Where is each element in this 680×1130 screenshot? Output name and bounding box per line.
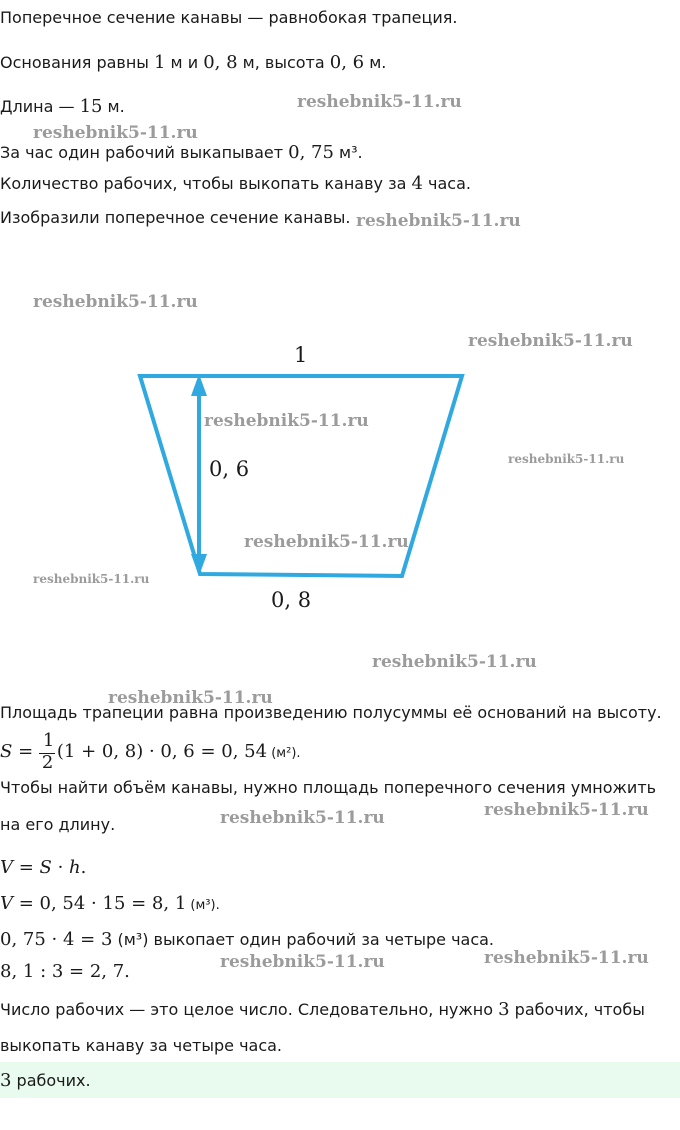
watermark: reshebnik5-11.ru: [297, 92, 462, 112]
math-value: 1: [154, 52, 166, 73]
text-fragment: часа.: [422, 174, 471, 193]
watermark: reshebnik5-11.ru: [33, 292, 198, 312]
text-fragment: м.: [364, 53, 387, 72]
unit: (м³).: [186, 898, 220, 913]
text-fragment: Основания равны: [0, 53, 155, 72]
math-expression: = 0, 54 · 15 = 8, 1: [13, 893, 187, 914]
watermark: reshebnik5-11.ru: [220, 952, 385, 972]
watermark: reshebnik5-11.ru: [468, 331, 633, 351]
watermark: reshebnik5-11.ru: [220, 808, 385, 828]
area-formula: [0, 729, 301, 772]
watermark: reshebnik5-11.ru: [372, 652, 537, 672]
watermark: reshebnik5-11.ru: [356, 211, 521, 231]
math-value: 15: [79, 96, 103, 117]
text-fragment: м.: [102, 97, 125, 116]
math-value: 4: [411, 173, 423, 194]
math-expression: (1 + 0, 8) · 0, 6 = 0, 54: [56, 741, 268, 762]
text-line-10: на его длину.: [0, 815, 116, 834]
watermark: reshebnik5-11.ru: [33, 123, 198, 143]
height-label: 0, 6: [209, 457, 250, 481]
text-line-1: Поперечное сечение канавы — равнобокая трапеция.: [0, 8, 458, 27]
fraction-numerator: 1: [42, 729, 55, 751]
math-var-s: S: [0, 741, 13, 762]
division-line: 8, 1 : 3 = 2, 7.: [0, 961, 130, 982]
bottom-base-label: 0, 8: [271, 588, 312, 612]
fraction-denominator: 2: [41, 752, 54, 769]
text-fragment: Длина —: [0, 97, 80, 116]
top-base-label: 1: [294, 343, 308, 367]
text-fragment: м, высота: [237, 53, 330, 72]
text-fragment: (м³) выкопает один рабочий за четыре часа.: [112, 930, 495, 949]
math-value: 0, 8: [203, 52, 238, 73]
math-var-v: V: [0, 857, 13, 878]
watermark: reshebnik5-11.ru: [508, 452, 625, 466]
math-var-s: S: [39, 857, 52, 878]
math-operator: .: [80, 857, 87, 878]
text-fragment: рабочих, чтобы: [509, 1000, 645, 1019]
text-fragment: Число рабочих — это целое число. Следовательно, нужно: [0, 1000, 499, 1019]
text-fragment: м и: [165, 53, 204, 72]
watermark: reshebnik5-11.ru: [108, 688, 273, 708]
text-fragment: За час один рабочий выкапывает: [0, 143, 289, 162]
math-operator: ·: [51, 857, 70, 878]
text-fragment: Количество рабочих, чтобы выкопать канаву за: [0, 174, 412, 193]
text-line-9: Чтобы найти объём канавы, нужно площадь поперечного сечения умножить: [0, 778, 657, 797]
volume-calculation: [0, 892, 220, 918]
math-var-h: h: [69, 857, 81, 878]
math-operator: =: [13, 857, 40, 878]
answer-text: [0, 1070, 91, 1091]
text-line-6: Изобразили поперечное сечение канавы.: [0, 208, 351, 227]
volume-formula: [0, 856, 86, 880]
math-value: 0, 75: [288, 142, 334, 163]
math-operator: =: [12, 741, 39, 762]
fraction-half: [39, 729, 57, 773]
math-value: 0, 6: [329, 52, 365, 73]
watermark: reshebnik5-11.ru: [244, 532, 409, 552]
text-line-7: Площадь трапеции равна произведению полусуммы её оснований на высоту.: [0, 703, 662, 722]
watermark: reshebnik5-11.ru: [33, 572, 150, 586]
text-line-16: выкопать канаву за четыре часа.: [0, 1036, 283, 1055]
math-value: 3: [0, 1070, 12, 1091]
text-fragment: м³.: [333, 143, 363, 162]
answer-box: [0, 1062, 680, 1098]
watermark: reshebnik5-11.ru: [484, 948, 649, 968]
text-fragment: рабочих.: [11, 1071, 91, 1090]
worker-output-line: [0, 928, 494, 952]
watermark: reshebnik5-11.ru: [204, 411, 369, 431]
math-value: 3: [498, 999, 510, 1020]
watermark: reshebnik5-11.ru: [484, 800, 649, 820]
math-var-v: V: [0, 893, 13, 914]
unit: (м²).: [267, 746, 301, 761]
text-line-15: [0, 999, 645, 1021]
math-expression: 0, 75 · 4 = 3: [0, 929, 113, 950]
